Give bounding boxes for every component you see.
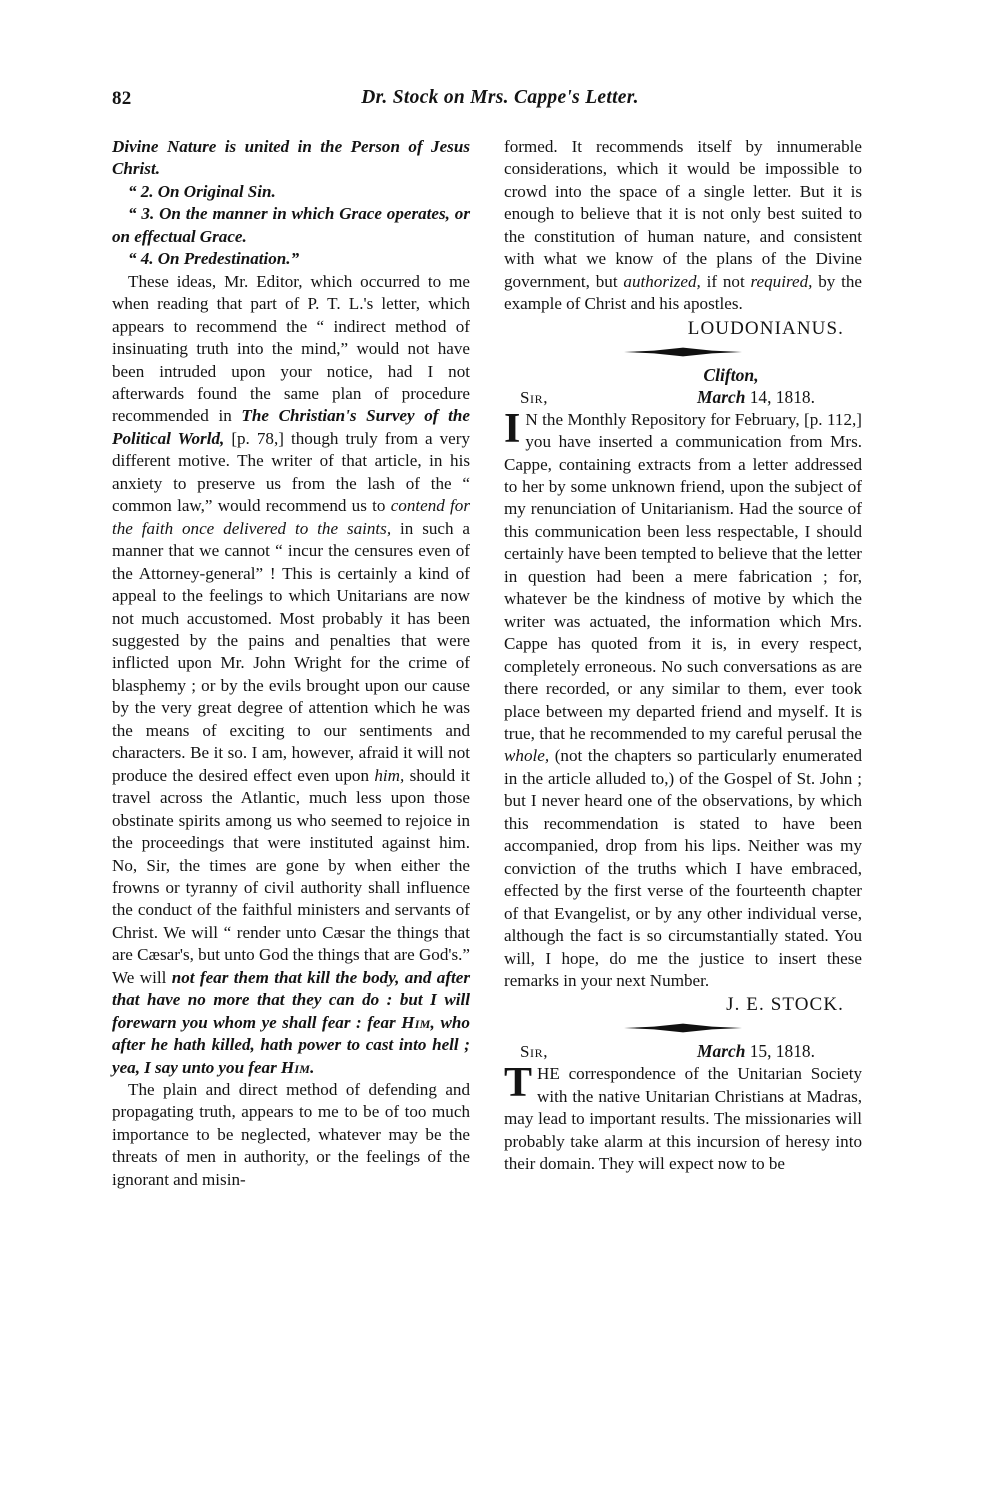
italic-heading-line1: Divine Nature is united in the Person	[112, 137, 400, 156]
letter-body-madras	[504, 1060, 862, 1175]
rpc-emphasis-required: required,	[750, 271, 813, 291]
letter-salutation-row	[504, 386, 862, 409]
lp1-seg3: in such a manner that we cannot “ incur the censures even of the Attorney-general” ! This is certainly a kind of appeal to the feelings to which Unitarians are now not much accustomed. Most probably it has been suggested by the pains and penalties that were inflicted upon Mr. John Wright for the crime of blasphemy ; or by the evils brought upon our cause by the very great degree of attention which he was the means of exciting to our sentiments and characters. Be it so. I am, however, afraid it will not produce the desired effect even upon	[112, 518, 470, 785]
left-paragraph-2: The plain and direct method of defending and propagating truth, appears to me to be of too much importance to be neglected, whatever may be the threats of men in authority, or the feelings of the ignorant and misin-	[112, 1080, 470, 1189]
enumerated-item-3: “ 3. On the manner in which Grace operates, or on effectual Grace.	[112, 204, 470, 246]
enumerated-item-4: “ 4. On Predestination.”	[128, 249, 300, 269]
page-number: 82	[112, 88, 132, 109]
letter-heading-madras	[504, 1040, 862, 1063]
letter-place-clifton: Clifton,	[703, 364, 759, 385]
rpc-seg2: if not	[700, 271, 751, 291]
letter-date-rest-2: 15, 1818.	[745, 1041, 815, 1062]
running-title: Dr. Stock on Mrs. Cappe's Letter.	[361, 87, 639, 108]
lp1-seg4: should it travel across the Atlantic, much less upon those obstinate spirits among us who seemed to rejoice in the proceedings that were instituted against him. No, Sir, the times are gone by when either the frowns or tyranny of civil authority shall influence the conduct of the faithful ministers and servants of Christ. We will “ render unto Cæsar the things that are Cæsar's, but unto God the things that are God's.” We will	[112, 765, 470, 987]
letter-heading-stock	[504, 364, 862, 409]
letter-date-1	[632, 386, 862, 409]
lp1-emphasis-him: him,	[374, 765, 405, 785]
column-right	[504, 136, 862, 1176]
rpc-seg1: formed. It recommends itself by innumerable considerations, which it would be impossible to crowd into the space of a single letter. But it is enough to believe that it is not only best suited to the constitution of human nature, and consistent with what we know of the plans of the Divine government, but	[504, 137, 862, 291]
ornament-rule-1	[504, 344, 862, 360]
lp1-scripture-part2: who after he hath killed, hath power to cast into hell ; yea, I say unto you fear	[112, 1012, 470, 1077]
letter-salutation-row-2	[504, 1040, 862, 1063]
dropcap-t: T	[504, 1060, 533, 1107]
signature-stock: J. E. STOCK.	[726, 994, 844, 1016]
letter-madras-paragraph: HE correspondence of the Unitarian Society with the native Unitarian Christians at Madras, may lead to important results. The missionaries will probably take alarm at this incursion of heresy into their domain. They will expect now to be	[504, 1064, 862, 1174]
column-left	[112, 136, 470, 1191]
rpc-emphasis-authorized: authorized,	[623, 271, 701, 291]
ornament-rule-2	[504, 1020, 862, 1036]
lp1-scripture-part1: not fear them that kill the body, and after that have no more that they can do : but I will forewarn you whom ye shall fear : fear	[112, 967, 470, 1032]
letter-date-month-1: March	[697, 386, 746, 407]
running-head	[112, 88, 888, 114]
letter-stock-paragraph	[504, 405, 862, 993]
salutation-sir-2: Sir,	[520, 1042, 549, 1062]
letter-date-month-2: March	[697, 1041, 746, 1062]
lp1-seg2: [p. 78,] though truly from a very different motive. The writer of that article, in his anxiety to preserve us from the lash of the “ common law,” would recommend us to	[112, 428, 470, 516]
right-paragraph-continued	[504, 136, 862, 316]
letter-date-2	[632, 1040, 862, 1063]
signature-loudonianus: LOUDONIANUS.	[687, 317, 844, 339]
left-paragraph-1	[112, 271, 470, 1079]
lp1-book-title: The Christian's Survey of the Political World,	[112, 406, 470, 448]
salutation-sir-1: Sir,	[520, 387, 549, 407]
italic-heading-line2: of Jesus Christ.	[112, 137, 470, 179]
enumerated-item-2: “ 2. On Original Sin.	[128, 181, 276, 201]
rpc-seg3: by the example of Christ and his apostles.	[504, 271, 863, 314]
lp1-him-smallcaps-1: Him,	[401, 1012, 435, 1032]
ls-seg2: (not the chapters so particularly enumerated in the article alluded to,) of the Gospel of St. John ; but I never heard one of the observations, by which this recommendation is stated to have been accompanied, drop from his lips. Neither was my conviction of the truths which I have embraced, effected by the first verse of the fourteenth chapter of that Evangelist, or by any other individual verse, although the fact is so circumstantially stated. You will, I hope, do me the justice to insert these remarks in your next Number.	[504, 746, 862, 990]
letter-body-stock	[504, 405, 862, 993]
lp1-him-smallcaps-2: Him.	[280, 1057, 315, 1077]
letter-date-rest-1: 14, 1818.	[745, 386, 815, 407]
ls-seg1: N the Monthly Repository for February, [p. 112,] you have inserted a communication from Mrs. Cappe, containing extracts from a letter addressed to her by some unknown friend, upon the subject of my renunciation of Unitarianism. Had the source of this communication been less respectable, I should certainly have been tempted to believe that the letter in question had been a mere fabrication ; for, whatever be the kindness of motive by which the writer was actuated, the information which Mrs. Cappe has quoted from it is, in every respect, completely erroneous. No such conversations as are there recorded, or any similar to them, ever took place between my departed friend and myself. It is true, that he recommended to my careful perusal the	[504, 409, 862, 743]
lp1-seg1: These ideas, Mr. Editor, which occurred to me when reading that part of P. T. L.'s letter, which appears to recommend the “ indirect method of insinuating truth into the mind,” would not have been intruded upon your notice, had I not afterwards found the same plan of procedure recommended in	[112, 271, 470, 426]
italic-heading-continued	[112, 136, 470, 181]
ls-emphasis-whole: whole,	[504, 746, 550, 766]
dropcap-i: I	[504, 405, 521, 452]
lp1-quote: contend for the faith once delivered to the saints,	[112, 496, 470, 538]
